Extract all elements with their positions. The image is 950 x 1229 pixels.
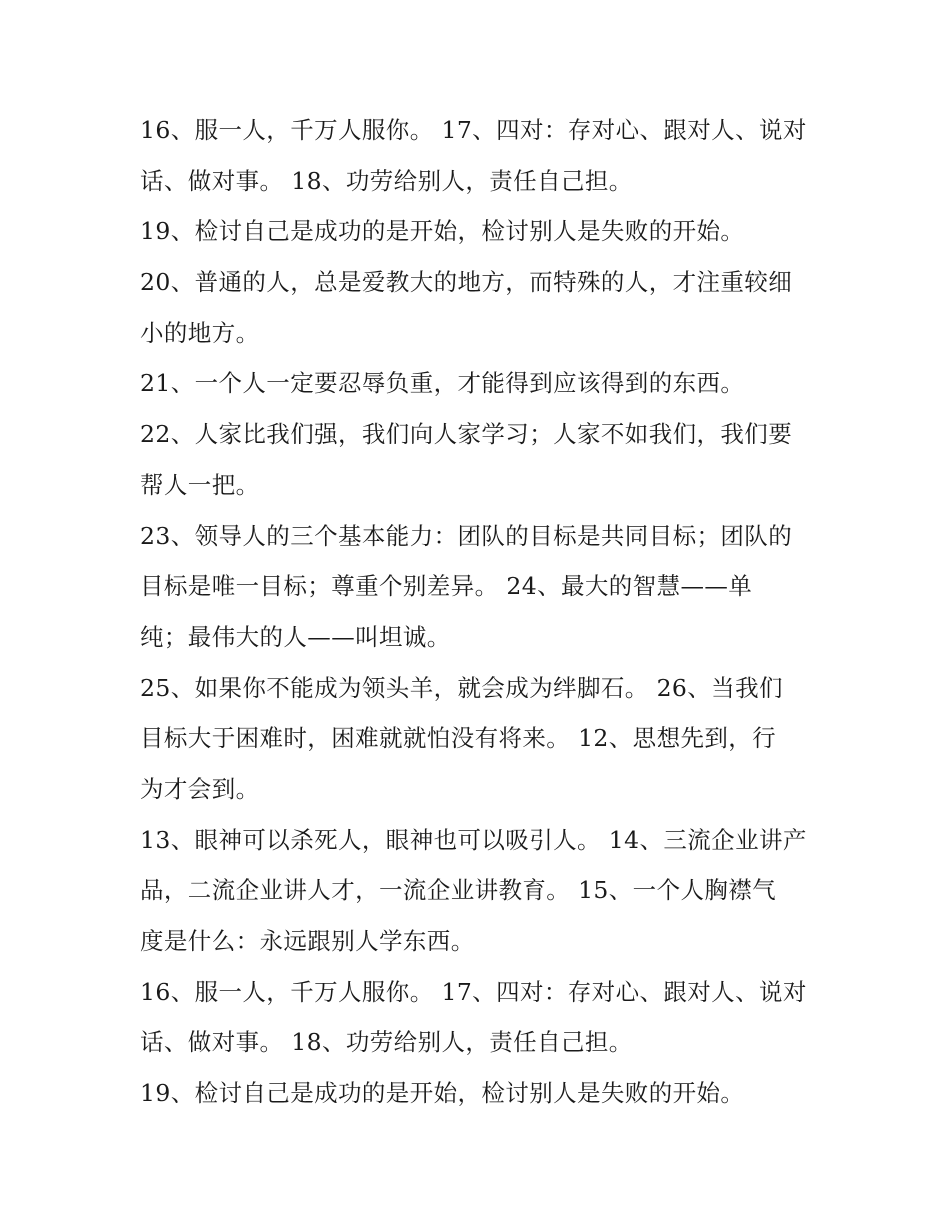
text-line: 话、做对事。 18、功劳给别人，责任自己担。	[140, 1028, 633, 1057]
text-line: 22、人家比我们强，我们向人家学习；人家不如我们，我们要	[140, 420, 793, 449]
text-line: 19、检讨自己是成功的是开始，检讨别人是失败的开始。	[140, 217, 745, 246]
text-line: 19、检讨自己是成功的是开始，检讨别人是失败的开始。	[140, 1079, 745, 1108]
text-line: 目标大于困难时，困难就就怕没有将来。 12、思想先到，行	[140, 724, 777, 753]
text-line: 25、如果你不能成为领头羊，就会成为绊脚石。 26、当我们	[140, 673, 783, 702]
text-line: 话、做对事。 18、功劳给别人，责任自己担。	[140, 166, 633, 195]
text-line: 21、一个人一定要忍辱负重，才能得到应该得到的东西。	[140, 369, 745, 398]
text-line: 目标是唯一目标；尊重个别差异。 24、最大的智慧——单	[140, 572, 753, 601]
text-line: 为才会到。	[140, 774, 260, 803]
text-line: 16、服一人，千万人服你。 17、四对：存对心、跟对人、说对	[140, 977, 807, 1006]
text-line: 品，二流企业讲人才，一流企业讲教育。 15、一个人胸襟气	[140, 876, 777, 905]
text-line: 23、领导人的三个基本能力：团队的目标是共同目标；团队的	[140, 521, 793, 550]
document-body	[140, 105, 820, 1119]
text-line: 20、普通的人，总是爱教大的地方，而特殊的人，才注重较细	[140, 268, 793, 297]
text-line: 13、眼神可以杀死人，眼神也可以吸引人。 14、三流企业讲产	[140, 825, 807, 854]
text-line: 度是什么：永远跟别人学东西。	[140, 927, 475, 955]
text-line: 小的地方。	[140, 318, 260, 347]
text-line: 帮人一把。	[140, 470, 260, 499]
text-line: 16、服一人，千万人服你。 17、四对：存对心、跟对人、说对	[140, 116, 807, 144]
text-line: 纯；最伟大的人——叫坦诚。	[140, 622, 451, 651]
